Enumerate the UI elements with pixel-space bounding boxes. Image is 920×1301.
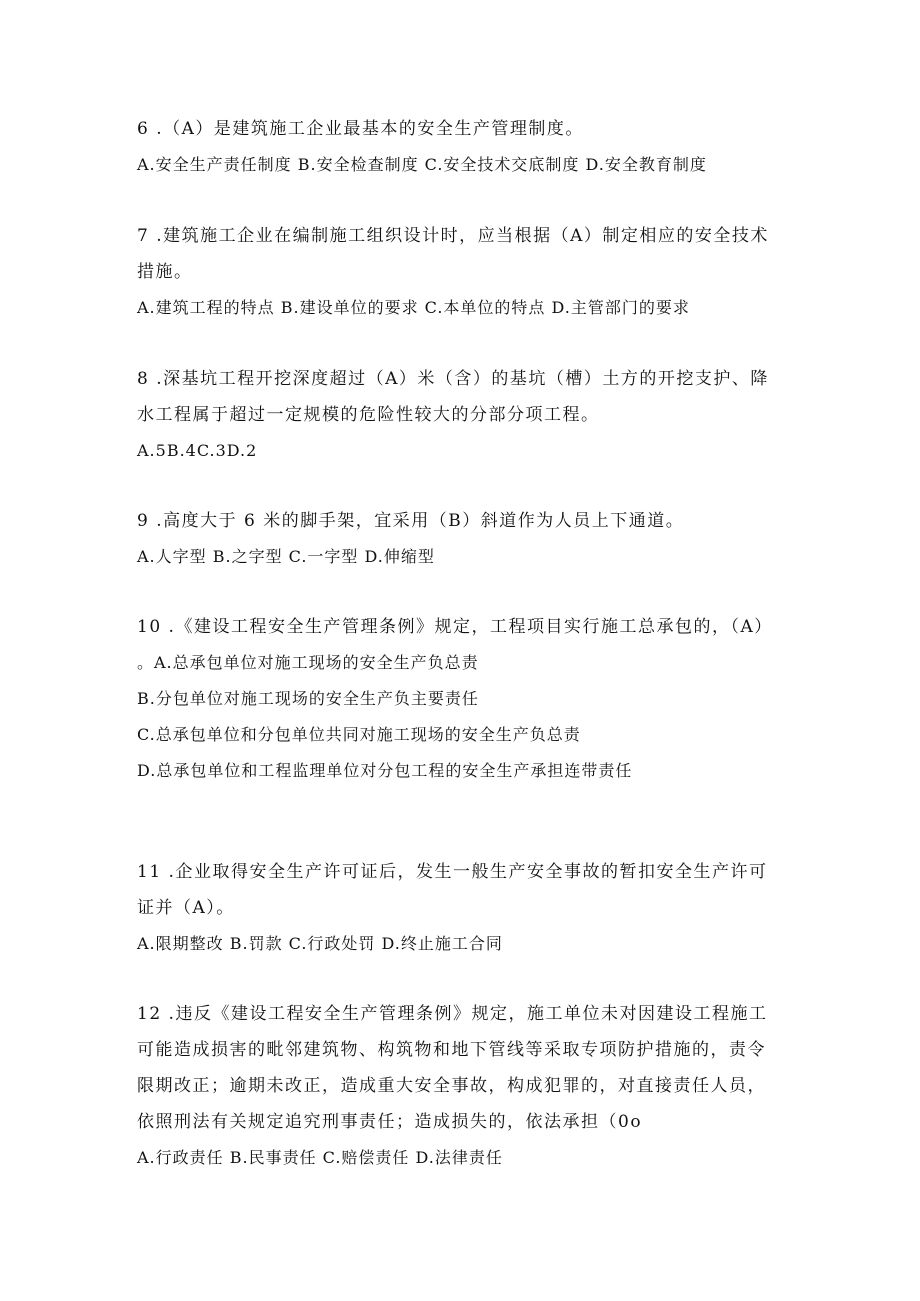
question-stem: 11 .企业取得安全生产许可证后，发生一般生产安全事故的暂扣安全生产许可 (137, 862, 768, 882)
question-options: A.建筑工程的特点 B.建设单位的要求 C.本单位的特点 D.主管部门的要求 (137, 298, 690, 317)
question-options: A.人字型 B.之字型 C.一字型 D.伸缩型 (137, 547, 435, 566)
question-stem-continued: 证并（A）。 (137, 898, 235, 918)
question-option-c: C.总承包单位和分包单位共同对施工现场的安全生产负总责 (137, 725, 581, 744)
question-options: A.安全生产责任制度 B.安全检查制度 C.安全技术交底制度 D.安全教育制度 (137, 155, 707, 174)
question-options: A.限期整改 B.罚款 C.行政处罚 D.终止施工合同 (137, 934, 503, 953)
question-options: A.5B.4C.3D.2 (137, 441, 258, 460)
question-9 (137, 503, 777, 575)
question-stem: 12 .违反《建设工程安全生产管理条例》规定，施工单位未对因建设工程施工 (137, 1004, 768, 1024)
question-options: A.行政责任 B.民事责任 C.赔偿责任 D.法律责任 (137, 1148, 503, 1167)
question-6 (137, 111, 777, 183)
question-stem: 9 .高度大于 6 米的脚手架，宜采用（B）斜道作为人员上下通道。 (137, 511, 685, 531)
question-stem: 7 .建筑施工企业在编制施工组织设计时，应当根据（A）制定相应的安全技术 (137, 226, 769, 246)
question-option-a: 。A.总承包单位对施工现场的安全生产负总责 (137, 653, 479, 672)
question-stem-continued: 措施。 (137, 262, 193, 282)
question-stem: 10 .《建设工程安全生产管理条例》规定，工程项目实行施工总承包的，（A） (137, 617, 773, 637)
question-stem: 8 .深基坑工程开挖深度超过（A）米（含）的基坑（槽）土方的开挖支护、降 (137, 369, 769, 389)
question-option-b: B.分包单位对施工现场的安全生产负主要责任 (137, 689, 479, 708)
question-stem-continued: 可能造成损害的毗邻建筑物、构筑物和地下管线等采取专项防护措施的，责令 (137, 1040, 766, 1060)
question-stem-continued: 依照刑法有关规定追究刑事责任；造成损失的，依法承担（0o (137, 1112, 643, 1132)
question-stem: 6 .（A）是建筑施工企业最基本的安全生产管理制度。 (137, 119, 584, 139)
question-7 (137, 218, 777, 326)
question-12 (137, 996, 777, 1176)
question-8 (137, 361, 777, 469)
question-stem-continued: 水工程属于超过一定规模的危险性较大的分部分项工程。 (137, 405, 600, 425)
question-stem-continued: 限期改正；逾期未改正，造成重大安全事故，构成犯罪的，对直接责任人员， (137, 1076, 766, 1096)
question-11 (137, 854, 777, 962)
question-10 (137, 609, 777, 789)
question-option-d: D.总承包单位和工程监理单位对分包工程的安全生产承担连带责任 (137, 761, 633, 780)
